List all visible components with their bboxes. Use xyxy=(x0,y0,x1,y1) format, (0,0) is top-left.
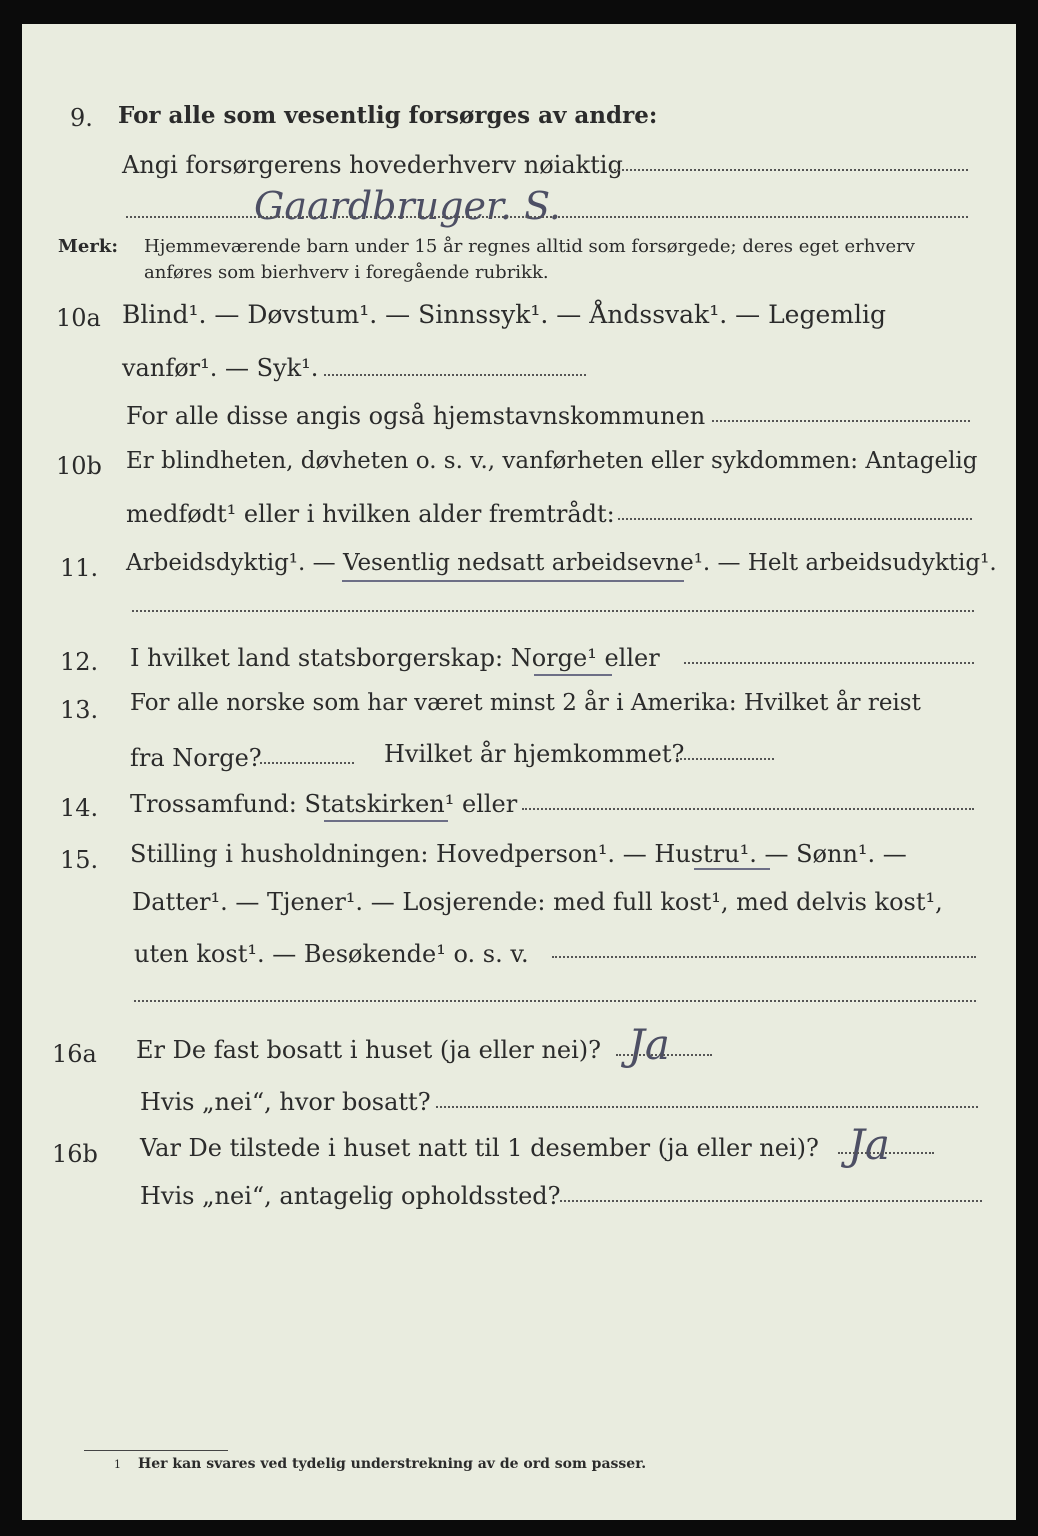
q15-line-2: Datter¹. — Tjener¹. — Losjerende: med full kost¹, med delvis kost¹, xyxy=(132,888,943,916)
q9-prompt: Angi forsørgerens hovederhverv nøiaktig xyxy=(122,151,623,179)
q16a-answer-dots xyxy=(616,1054,712,1056)
q10b-line-1: Er blindheten, døvheten o. s. v., vanførheten eller sykdommen: Antagelig xyxy=(126,448,978,474)
q9-prompt-line xyxy=(610,169,968,171)
q11-handwritten-underline xyxy=(342,580,684,582)
q13-reist-dots xyxy=(260,762,354,764)
q14-line-1: Trossamfund: Statskirken¹ eller xyxy=(130,790,518,818)
footnote-mark: 1 xyxy=(114,1458,121,1471)
q12-handwritten-underline xyxy=(534,674,612,676)
census-form-page xyxy=(22,24,1016,1520)
q16a-line-2: Hvis „nei“, hvor bosatt? xyxy=(140,1088,431,1116)
q10b-line-2-dots xyxy=(618,518,972,520)
q14-dots xyxy=(522,808,974,810)
q11-blank-line xyxy=(132,610,974,612)
q15-handwritten-underline xyxy=(694,868,770,870)
q10b-number: 10b xyxy=(56,452,102,480)
q15-line-3-dots xyxy=(552,956,976,958)
q10a-line-2: vanfør¹. — Syk¹. xyxy=(122,354,319,382)
q16a-line-1: Er De fast bosatt i huset (ja eller nei)? xyxy=(136,1036,602,1064)
q12-line-1: I hvilket land statsborgerskap: Norge¹ eller xyxy=(130,644,660,672)
q16a-handwritten-answer: Ja xyxy=(628,1020,670,1069)
q16b-line-2-dots xyxy=(560,1200,982,1202)
q10a-line-2-dots xyxy=(324,374,586,376)
footnote-text: Her kan svares ved tydelig understrekning av de ord som passer. xyxy=(138,1456,647,1472)
q12-dots xyxy=(684,662,974,664)
q16b-handwritten-answer: Ja xyxy=(848,1120,890,1169)
q11-number: 11. xyxy=(60,554,99,582)
q9-handwritten-answer: Gaardbruger. S. xyxy=(254,184,561,228)
q16b-answer-dots xyxy=(838,1152,934,1154)
q12-number: 12. xyxy=(60,648,99,676)
q14-number: 14. xyxy=(60,794,99,822)
q13-hjemkommet-dots xyxy=(676,758,774,760)
q15-line-3: uten kost¹. — Besøkende¹ o. s. v. xyxy=(134,940,529,968)
q10a-line-1: Blind¹. — Døvstum¹. — Sinnssyk¹. — Åndssvak¹. — Legemlig xyxy=(122,300,886,329)
q9-number: 9. xyxy=(70,104,93,132)
q16a-number: 16a xyxy=(52,1040,97,1068)
q16b-line-2: Hvis „nei“, antagelig opholdssted? xyxy=(140,1182,561,1210)
q9-title: For alle som vesentlig forsørges av andre: xyxy=(118,102,658,129)
q10a-line-3-dots xyxy=(712,420,970,422)
q16b-number: 16b xyxy=(52,1140,98,1168)
q13-number: 13. xyxy=(60,696,99,724)
merk-line-2: anføres som bierhverv i foregående rubrikk. xyxy=(144,262,549,283)
q10b-line-2: medfødt¹ eller i hvilken alder fremtrådt: xyxy=(126,500,615,528)
q16b-line-1: Var De tilstede i huset natt til 1 desember (ja eller nei)? xyxy=(140,1134,819,1162)
q10a-line-3: For alle disse angis også hjemstavnskommunen xyxy=(126,402,706,430)
q10a-number: 10a xyxy=(56,304,101,332)
q15-blank-line xyxy=(134,1000,976,1002)
q15-line-1: Stilling i husholdningen: Hovedperson¹. — Hustru¹. — Sønn¹. — xyxy=(130,840,907,868)
footnote-rule xyxy=(84,1450,228,1451)
q13-line-2a: fra Norge? xyxy=(130,744,262,772)
q9-answer-line xyxy=(126,216,968,218)
merk-label: Merk: xyxy=(58,236,118,257)
merk-line-1: Hjemmeværende barn under 15 år regnes alltid som forsørgede; deres eget erhverv xyxy=(144,236,915,257)
q16a-line-2-dots xyxy=(436,1106,978,1108)
q13-line-1: For alle norske som har været minst 2 år i Amerika: Hvilket år reist xyxy=(130,690,921,716)
q15-number: 15. xyxy=(60,846,99,874)
q13-line-2b: Hvilket år hjemkommet? xyxy=(384,740,685,768)
q14-handwritten-underline xyxy=(324,820,448,822)
q11-line-1: Arbeidsdyktig¹. — Vesentlig nedsatt arbeidsevne¹. — Helt arbeidsudyktig¹. xyxy=(126,550,997,576)
